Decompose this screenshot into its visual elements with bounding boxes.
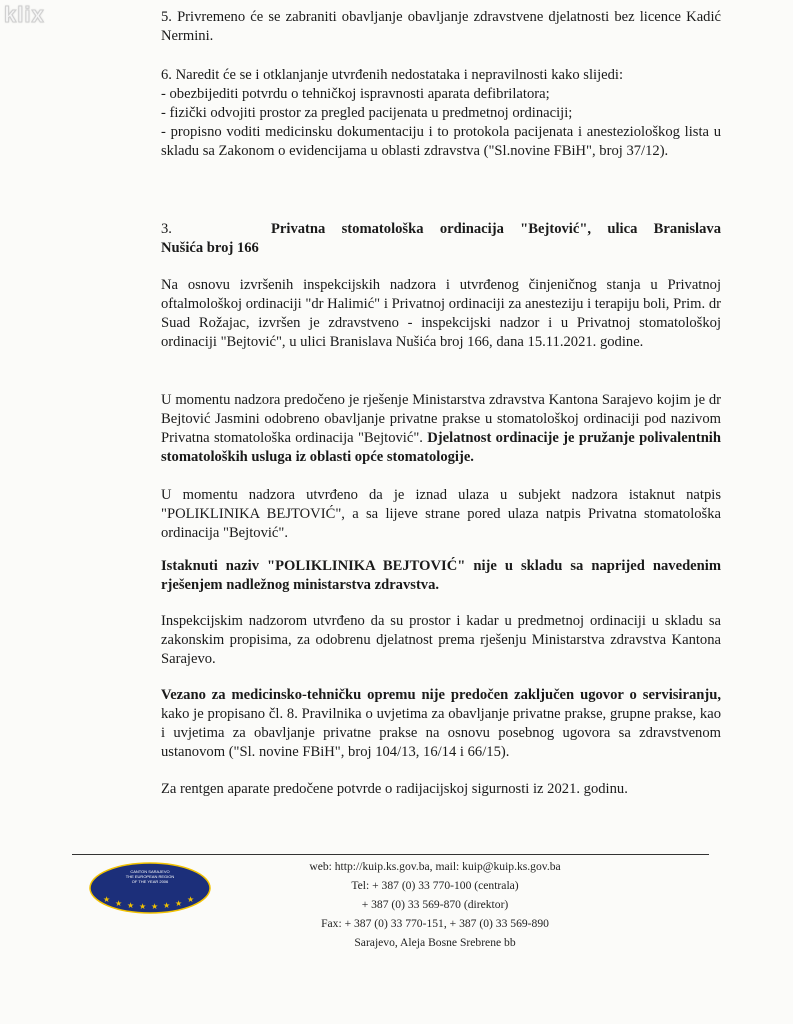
paragraph-sign-finding: U momentu nadzora utvrđeno da je iznad ulaza u subjekt nadzora istaknut natpis "POLIKLINIKA BEJTOVIĆ", a sa lijeve strane pored ulaza natpis Privatna stomatološka ordinacija "Bejtović".	[161, 487, 721, 541]
section-title-line1: Privatna stomatološka ordinacija "Bejtović", ulica Branislava	[271, 221, 721, 237]
decision-text: U momentu nadzora predočeno je rješenje Ministarstva zdravstva Kantona Sarajevo kojim je dr Bejtović Jasmini odobreno obavljanje privatne prakse u stomatološkoj ordinaciji pod nazivom Privatna stomatološka ordinacija "Bejtović".	[161, 392, 721, 446]
svg-text:★: ★	[127, 901, 135, 910]
svg-text:★: ★	[151, 902, 159, 911]
svg-text:★: ★	[115, 899, 123, 908]
item-5: 5. Privremeno će se zabraniti obavljanje obavljanje zdravstvene djelatnosti bez licence Kadić Nermini.	[161, 9, 721, 44]
canton-sarajevo-logo	[89, 862, 211, 914]
svg-text:★: ★	[103, 895, 111, 904]
footer-divider	[72, 854, 709, 855]
footer-tel-central: Tel: + 387 (0) 33 770-100 (centrala)	[351, 879, 519, 892]
equipment-text: kako je propisano čl. 8. Pravilnika o uvjetima za obavljanje privatne prakse, grupne prakse, kao i uvjetima za obavljanje privatne prakse na osnovu posebnog ugovora sa zdravstvenom ustanovom ("Sl. novine FBiH", broj 104/13, 16/14 i 66/15).	[161, 706, 721, 760]
footer-fax: Fax: + 387 (0) 33 770-151, + 387 (0) 33 569-890	[321, 917, 549, 930]
svg-text:★: ★	[139, 902, 147, 911]
section-number: 3.	[161, 221, 172, 237]
svg-text:★: ★	[175, 899, 183, 908]
klix-watermark: klix	[4, 2, 45, 27]
section-3-heading	[161, 220, 721, 258]
footer-contact	[200, 857, 670, 952]
paragraph-name-violation: Istaknuti naziv "POLIKLINIKA BEJTOVIĆ" nije u skladu sa naprijed navedenim rješenjem nadležnog ministarstva zdravstva.	[161, 558, 721, 593]
paragraph-ministry-decision	[161, 391, 721, 467]
svg-text:★: ★	[187, 895, 195, 904]
equipment-bold: Vezano za medicinsko-tehničku opremu nije predočen zaključen ugovor o servisiranju,	[161, 687, 721, 703]
logo-text-3: OF THE YEAR 2006	[131, 879, 169, 884]
footer-web-mail: web: http://kuip.ks.gov.ba, mail: kuip@kuip.ks.gov.ba	[309, 860, 561, 873]
footer-tel-director: + 387 (0) 33 569-870 (direktor)	[361, 898, 509, 911]
logo-text-1: CANTON SARAJEVO	[130, 869, 170, 874]
item-6-bullet: - propisno voditi medicinsku dokumentaciju i to protokola pacijenata i anesteziološkog lista u skladu sa Zakonom o evidencijama u oblasti zdravstva ("Sl.novine FBiH", broj 37/12).	[161, 124, 721, 159]
paragraph-space-staff: Inspekcijskim nadzorom utvrđeno da su prostor i kadar u predmetnoj ordinaciji u skladu sa zakonskim propisima, za odobrenu djelatnost prema rješenju Ministarstva zdravstva Kantona Sarajevo.	[161, 613, 721, 667]
item-6-intro: 6. Naredit će se i otklanjanje utvrđenih nedostataka i nepravilnosti kako slijedi:	[161, 67, 624, 83]
svg-text:★: ★	[163, 901, 171, 910]
item-6	[161, 66, 721, 161]
section-title-line2: Nušića broj 166	[161, 240, 259, 256]
logo-text-2: THE EUROPEAN REGION	[125, 874, 175, 879]
paragraph-equipment-contract	[161, 686, 721, 762]
paragraph-inspection-basis: Na osnovu izvršenih inspekcijskih nadzora i utvrđenog činjeničnog stanja u Privatnoj oftalmološkoj ordinaciji "dr Halimić" i Privatnoj ordinaciji za anesteziju i terapiju boli, Prim. dr Suad Rožajac, izvršen je zdravstveno - inspekcijski nadzor i u Privatnoj stomatološkoj ordinaciji "Bejtović", u ulici Branislava Nušića broj 166, dana 15.11.2021. godine.	[161, 277, 721, 350]
item-6-bullet: - fizički odvojiti prostor za pregled pacijenata u predmetnoj ordinaciji;	[161, 105, 573, 121]
decision-activity-bold: Djelatnost ordinacije je pružanje polivalentnih stomatoloških usluga iz oblasti opće stomatologije.	[161, 430, 721, 465]
paragraph-xray: Za rentgen aparate predočene potvrde o radijacijskoj sigurnosti iz 2021. godinu.	[161, 781, 628, 797]
footer-address: Sarajevo, Aleja Bosne Srebrene bb	[354, 936, 516, 949]
item-6-bullet: - obezbijediti potvrdu o tehničkoj ispravnosti aparata defibrilatora;	[161, 86, 550, 102]
